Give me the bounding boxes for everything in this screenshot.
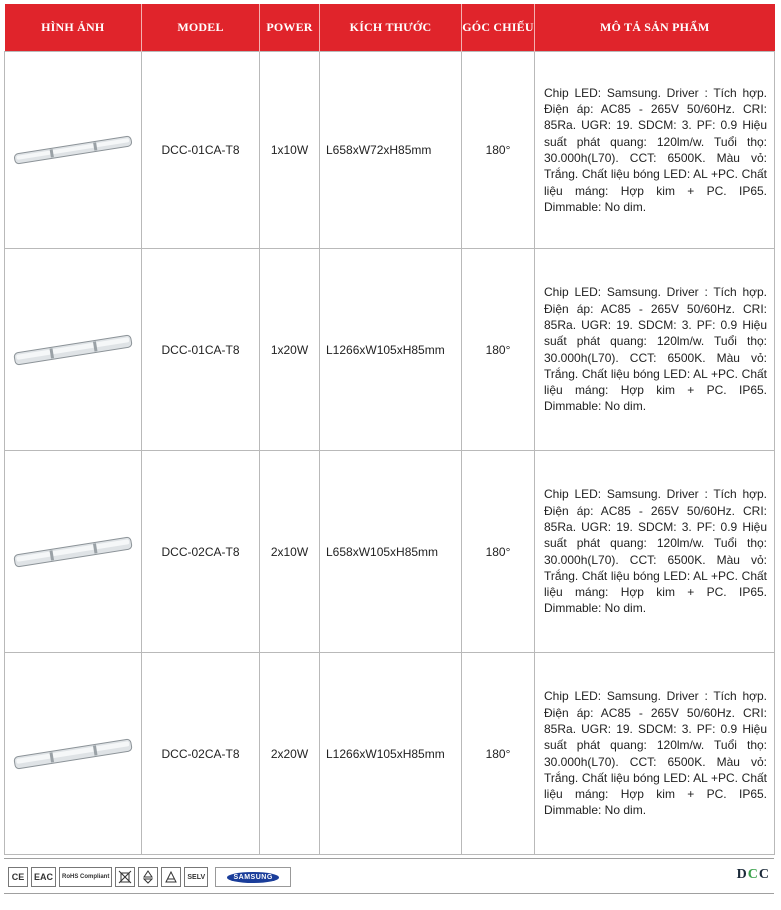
model-cell: DCC-01CA-T8 [142,249,260,451]
table-row [5,451,775,653]
product-image-cell [5,52,142,249]
header-image: HÌNH ẢNH [5,4,142,52]
angle-cell: 180° [462,249,535,451]
header-angle: GÓC CHIẾU [462,4,535,52]
description-cell: Chip LED: Samsung. Driver : Tích hợp. Điện áp: AC85 - 265V 50/60Hz. CRI: 85Ra. UGR: 19. SDCM: 3. PF: 0.9 Hiệu suất phát quang: 120lm/w. Tuổi thọ: 30.000h(L70). CCT: 6500K. Màu vỏ: Trắng. Chất liệu bóng LED: AL +PC. Chất liệu máng: Hợp kim + PC. IP65. Dimmable: No dim. [535,653,775,855]
product-image-cell [5,249,142,451]
lamp-image [10,330,136,370]
description-cell: Chip LED: Samsung. Driver : Tích hợp. Điện áp: AC85 - 265V 50/60Hz. CRI: 85Ra. UGR: 19. SDCM: 3. PF: 0.9 Hiệu suất phát quang: 120lm/w. Tuổi thọ: 30.000h(L70). CCT: 6500K. Màu vỏ: Trắng. Chất liệu bóng LED: AL +PC. Chất liệu máng: Hợp kim + PC. IP65. Dimmable: No dim. [535,249,775,451]
angle-cell: 180° [462,451,535,653]
ce-icon: CE [8,867,28,887]
header-power: POWER [260,4,320,52]
weee-icon [115,867,135,887]
power-cell: 1x20W [260,249,320,451]
lamp-image [10,734,136,774]
description-cell: Chip LED: Samsung. Driver : Tích hợp. Điện áp: AC85 - 265V 50/60Hz. CRI: 85Ra. UGR: 19. SDCM: 3. PF: 0.9 Hiệu suất phát quang: 120lm/w. Tuổi thọ: 30.000h(L70). CCT: 6500K. Màu vỏ: Trắng. Chất liệu bóng LED: AL +PC. Chất liệu máng: Hợp kim + PC. IP65. Dimmable: No dim. [535,52,775,249]
table-row [5,249,775,451]
size-cell: L658xW105xH85mm [320,451,462,653]
product-image-cell [5,451,142,653]
header-description: MÔ TẢ SẢN PHẨM [535,4,775,52]
lamp-image [10,532,136,572]
header-model: MODEL [142,4,260,52]
model-cell: DCC-02CA-T8 [142,451,260,653]
esd-icon [161,867,181,887]
eac-icon: EAC [31,867,56,887]
description-cell: Chip LED: Samsung. Driver : Tích hợp. Điện áp: AC85 - 265V 50/60Hz. CRI: 85Ra. UGR: 19. SDCM: 3. PF: 0.9 Hiệu suất phát quang: 120lm/w. Tuổi thọ: 30.000h(L70). CCT: 6500K. Màu vỏ: Trắng. Chất liệu bóng LED: AL +PC. Chất liệu máng: Hợp kim + PC. IP65. Dimmable: No dim. [535,451,775,653]
table-header-row [5,4,775,52]
lamp-image [10,130,136,170]
power-cell: 2x20W [260,653,320,855]
angle-cell: 180° [462,52,535,249]
angle-cell: 180° [462,653,535,855]
rohs-icon: RoHS Compliant [59,867,112,887]
table-row [5,653,775,855]
selv-icon: SELV [184,867,208,887]
power-cell: 1x10W [260,52,320,249]
header-size: KÍCH THƯỚC [320,4,462,52]
brand-logo: DCC [736,867,770,882]
certification-logos [8,867,291,887]
footer-bar [4,858,774,894]
table-row [5,52,775,249]
size-cell: L1266xW105xH85mm [320,249,462,451]
recycle-icon [138,867,158,887]
size-cell: L658xW72xH85mm [320,52,462,249]
samsung-logo: SAMSUNG [215,867,291,887]
size-cell: L1266xW105xH85mm [320,653,462,855]
power-cell: 2x10W [260,451,320,653]
product-table [4,4,775,855]
model-cell: DCC-02CA-T8 [142,653,260,855]
product-image-cell [5,653,142,855]
model-cell: DCC-01CA-T8 [142,52,260,249]
